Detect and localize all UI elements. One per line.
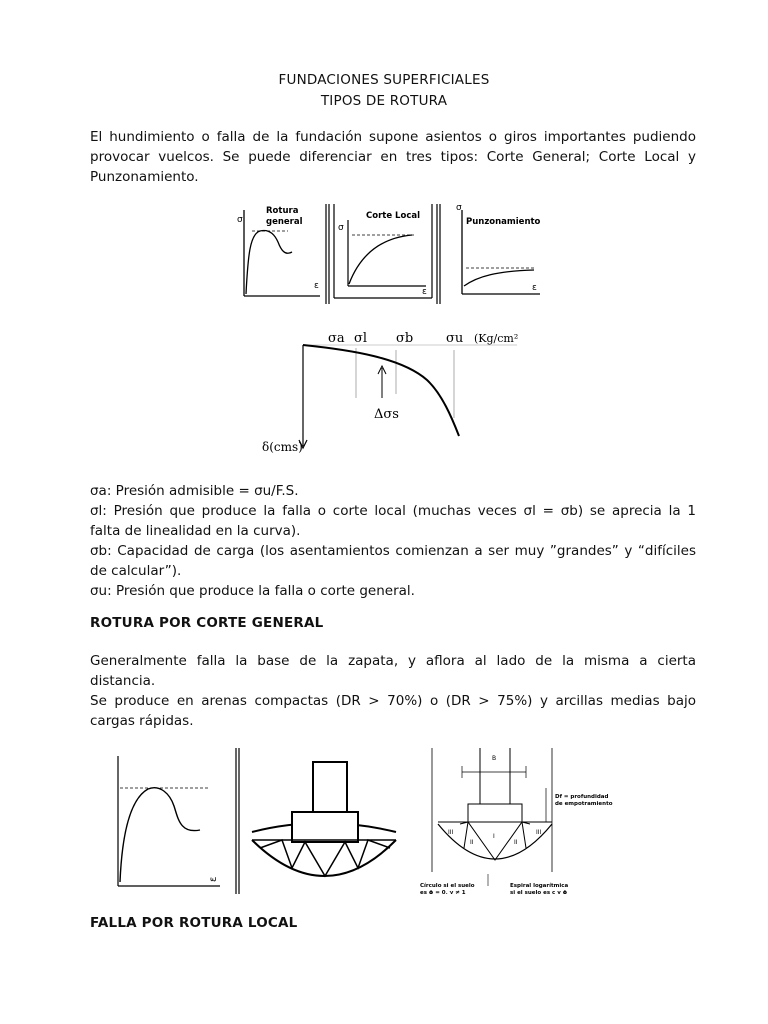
sigma-u-label: σu: [446, 331, 464, 346]
section-heading-rotura-local: FALLA POR ROTURA LOCAL: [90, 915, 298, 931]
zone-label: II: [470, 839, 474, 846]
punzonamiento-panel: [456, 203, 541, 294]
sigma-l-label: σl: [354, 331, 368, 346]
epsilon-label: ε: [532, 283, 537, 293]
intro-line: El hundimiento o falla de la fundación supone asientos o giros importantes pudiendo: [90, 129, 696, 145]
zone-label: III: [536, 829, 542, 836]
paragraph-line: Se produce en arenas compactas (DR > 70%) o (DR > 75%) y arcillas medias bajo: [90, 693, 696, 709]
corte-local-panel: [334, 204, 432, 298]
load-settlement-figure: [262, 328, 524, 458]
paragraph-line: cargas rápidas.: [90, 713, 194, 729]
caption-label: si el suelo es c y ϕ: [510, 890, 568, 894]
definition-line: σb: Capacidad de carga (los asentamientos comienzan a ser muy ”grandes” y “difíciles: [90, 543, 696, 559]
footing-failure-sketch: [252, 762, 396, 876]
epsilon-label: ε: [422, 287, 427, 297]
panel-title: general: [266, 217, 303, 227]
corte-general-paragraph: [90, 651, 696, 731]
section-heading-corte-general: ROTURA POR CORTE GENERAL: [90, 615, 324, 631]
sigma-label: σ: [338, 223, 344, 233]
intro-line: provocar vuelcos. Se puede diferenciar en tres tipos: Corte General; Corte Local y: [90, 149, 696, 165]
definition-line: σa: Presión admisible = σu/F.S.: [90, 483, 299, 499]
intro-paragraph: [90, 127, 696, 187]
sigma-a-label: σa: [328, 331, 345, 346]
zone-label: III: [448, 829, 454, 836]
failure-types-figure: [230, 200, 550, 308]
sigma-b-label: σb: [396, 331, 414, 346]
terzaghi-zones-sketch: [420, 748, 613, 894]
general-shear-curve: [118, 756, 220, 886]
definition-line: falta de linealidad en la curva).: [90, 523, 301, 539]
sigma-label: σ: [237, 215, 243, 225]
intro-line: Punzonamiento.: [90, 169, 199, 185]
panel-title: Rotura: [266, 206, 299, 216]
document-subtitle: TIPOS DE ROTURA: [320, 93, 448, 109]
epsilon-label: ε: [208, 876, 219, 882]
epsilon-label: ε: [314, 281, 319, 291]
caption-label: es ϕ = 0, γ ≠ 1: [420, 890, 466, 894]
panel-title: Punzonamiento: [466, 217, 541, 227]
general-shear-figure: [100, 744, 625, 894]
document-title: FUNDACIONES SUPERFICIALES: [278, 72, 490, 88]
paragraph-line: Generalmente falla la base de la zapata, y aflora al lado de la misma a cierta: [90, 653, 696, 669]
sigma-label: σ: [456, 203, 462, 213]
zone-label: I: [493, 833, 495, 840]
settlement-axis-label: δ(cms): [262, 440, 303, 454]
units-label: (Kg/cm²: [474, 332, 519, 345]
definition-line: σu: Presión que produce la falla o corte general.: [90, 583, 415, 599]
df-label: Df = profundidad: [555, 794, 609, 800]
df-label: de empotramiento: [555, 801, 613, 807]
definitions-block: [90, 481, 696, 601]
caption-label: Espiral logarítmica: [510, 883, 569, 889]
panel-title: Corte Local: [366, 211, 421, 221]
rotura-general-panel: [237, 206, 320, 296]
zone-label: II: [514, 839, 518, 846]
definition-line: σl: Presión que produce la falla o corte local (muchas veces σl = σb) se aprecia la 1: [90, 503, 696, 519]
delta-sigma-label: Δσs: [374, 407, 399, 422]
definition-line: de calcular”).: [90, 563, 182, 579]
caption-label: Círculo si el suelo: [420, 883, 475, 889]
paragraph-line: distancia.: [90, 673, 156, 689]
width-label: B: [492, 755, 497, 762]
